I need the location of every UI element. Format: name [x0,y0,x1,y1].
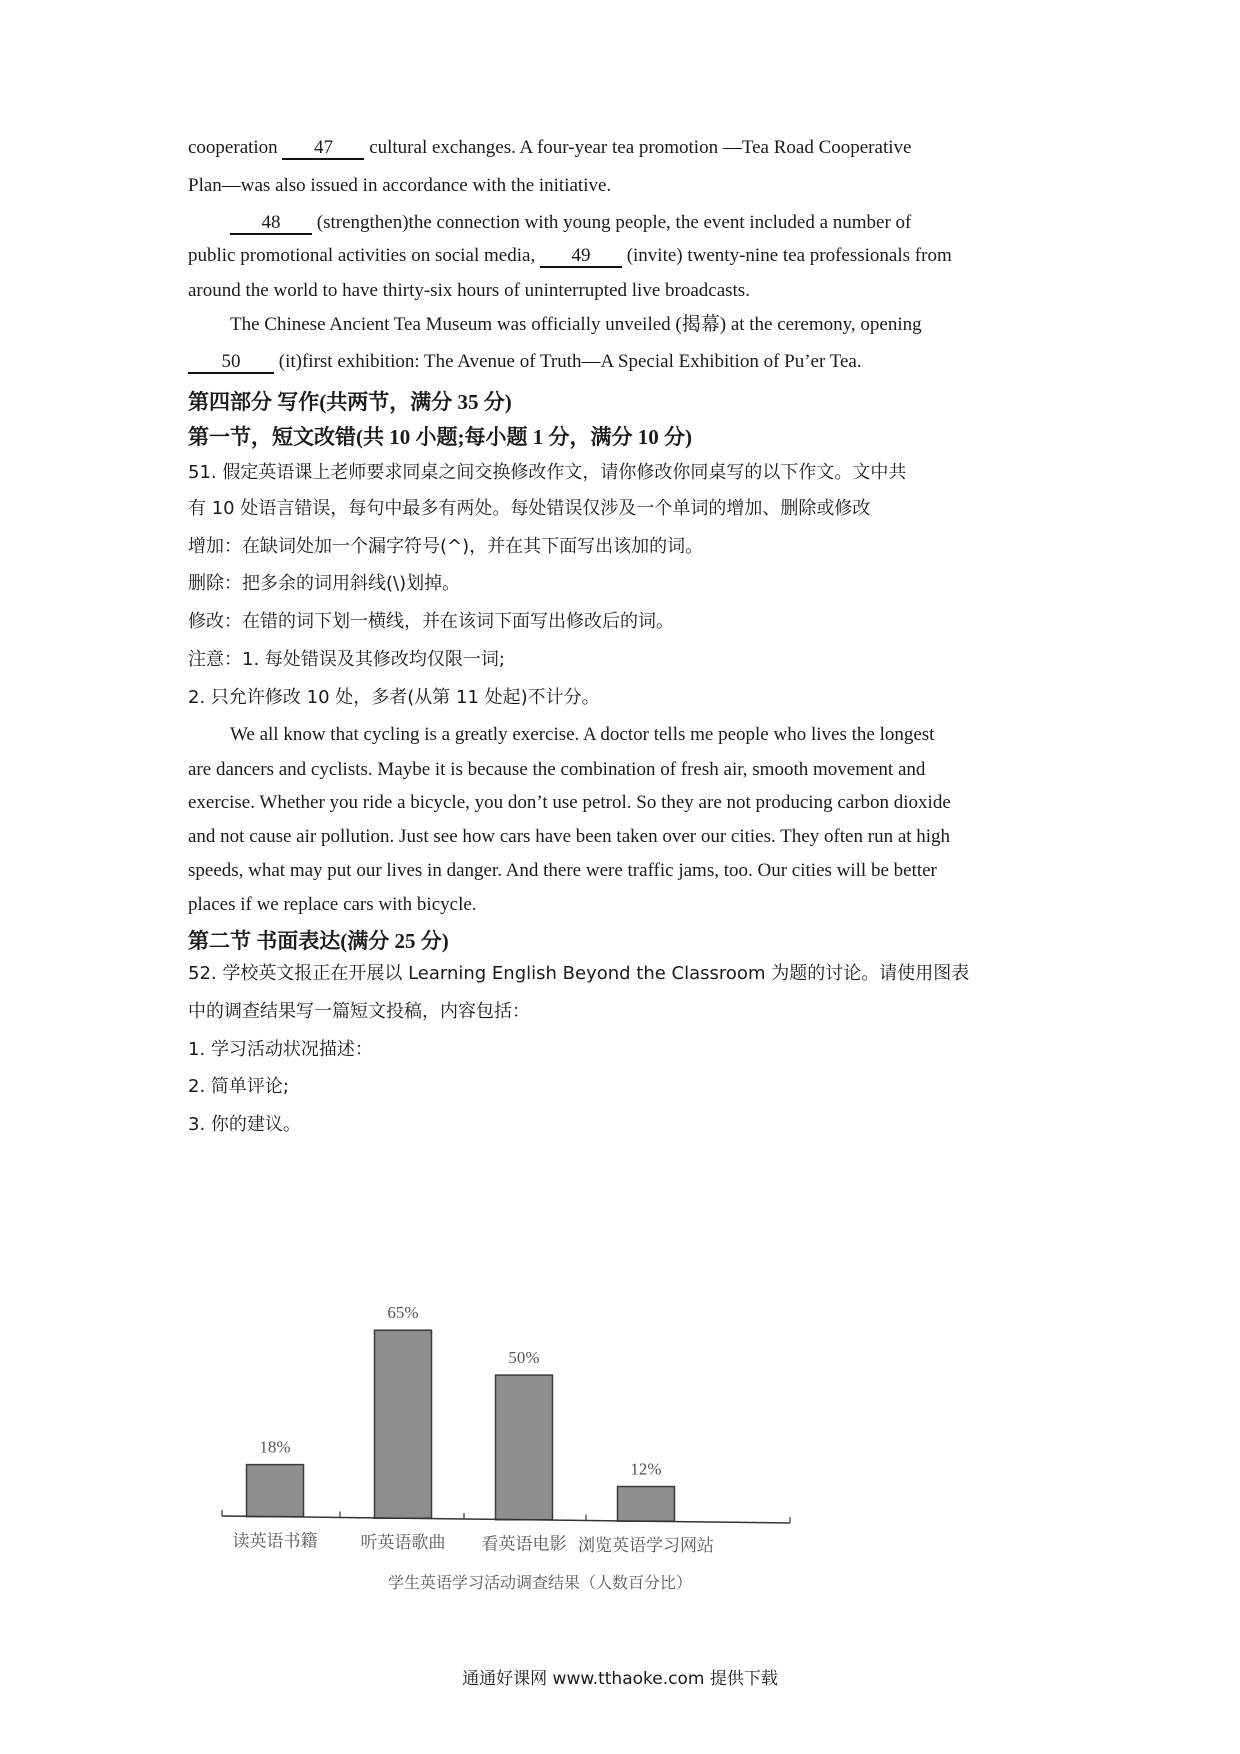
text: cooperation [188,137,278,158]
answer-blank-49[interactable]: 49 [540,246,622,268]
passage-line [188,350,862,374]
bar-value-label: 18% [259,1437,291,1457]
answer-blank-48[interactable]: 48 [230,213,312,235]
text: (strengthen)the connection with young people, the event included a number of [316,212,912,233]
q52-instruction: 52. 学校英文报正在开展以 Learning English Beyond the Classroom 为题的讨论。请使用图表 [188,963,970,984]
category-label: 浏览英语学习网站 [578,1536,714,1557]
q52-item: 3. 你的建议。 [188,1114,301,1135]
text: (it)first exhibition: The Avenue of Truth—A Special Exhibition of Pu’er Tea. [278,351,862,372]
essay-line: speeds, what may put our lives in danger. And there were traffic jams, too. Our cities will be better [188,860,937,881]
q52-item: 1. 学习活动状况描述： [188,1039,373,1060]
essay-line: places if we replace cars with bicycle. [188,894,477,915]
bar [496,1375,553,1520]
passage-line [230,211,911,235]
bar-value-label: 50% [508,1348,540,1368]
q51-instruction: 2. 只允许修改 10 处，多者(从第 11 处起)不计分。 [188,687,600,708]
text: (invite) twenty-nine tea professionals from [626,245,952,266]
bar-value-label: 65% [387,1303,419,1323]
part4-heading: 第四部分 写作(共两节，满分 35 分) [188,390,512,414]
bar [375,1330,432,1518]
essay-line: are dancers and cyclists. Maybe it is because the combination of fresh air, smooth movement and [188,759,926,780]
bar-chart [210,1280,910,1620]
q51-instruction: 有 10 处语言错误，每句中最多有两处。每处错误仅涉及一个单词的增加、删除或修改 [188,498,871,519]
passage-line: around the world to have thirty-six hours of uninterrupted live broadcasts. [188,280,750,301]
essay-line: and not cause air pollution. Just see how cars have been taken over our cities. They often run at high [188,826,951,847]
answer-blank-47[interactable]: 47 [282,138,364,160]
q51-instruction: 修改：在错的词下划一横线，并在该词下面写出修改后的词。 [188,611,674,632]
q52-instruction: 中的调查结果写一篇短文投稿，内容包括： [188,1001,530,1022]
q51-instruction: 注意：1. 每处错误及其修改均仅限一词; [188,649,505,670]
q51-instruction: 删除：把多余的词用斜线(\)划掉。 [188,573,461,594]
passage-line [188,244,952,268]
essay-line: exercise. Whether you ride a bicycle, you don’t use petrol. So they are not producing carbon dioxide [188,792,951,813]
category-label: 听英语歌曲 [360,1533,446,1554]
category-label: 读英语书籍 [232,1531,318,1552]
essay-line: We all know that cycling is a greatly exercise. A doctor tells me people who lives the longest [230,724,935,745]
section1-heading: 第一节，短文改错(共 10 小题;每小题 1 分，满分 10 分) [188,425,692,449]
footer-watermark: 通通好课网 www.tthaoke.com 提供下载 [462,1669,778,1689]
section2-heading: 第二节 书面表达(满分 25 分) [188,929,449,953]
text: cultural exchanges. A four-year tea promotion —Tea Road Cooperative [369,137,912,158]
answer-blank-50[interactable]: 50 [188,352,274,374]
q51-instruction: 增加：在缺词处加一个漏字符号(^)，并在其下面写出该加的词。 [188,536,704,557]
text: public promotional activities on social media, [188,245,536,266]
category-label: 看英语电影 [481,1534,567,1555]
q51-instruction: 51. 假定英语课上老师要求同桌之间交换修改作文，请你修改你同桌写的以下作文。文中共 [188,462,907,483]
bar [618,1487,675,1522]
passage-line: Plan—was also issued in accordance with the initiative. [188,175,612,196]
passage-line: The Chinese Ancient Tea Museum was officially unveiled (揭幕) at the ceremony, opening [230,314,922,335]
bar [247,1465,304,1517]
passage-line [188,136,911,160]
bar-value-label: 12% [630,1459,662,1479]
q52-item: 2. 简单评论; [188,1076,289,1097]
chart-title: 学生英语学习活动调查结果（人数百分比） [387,1573,693,1592]
